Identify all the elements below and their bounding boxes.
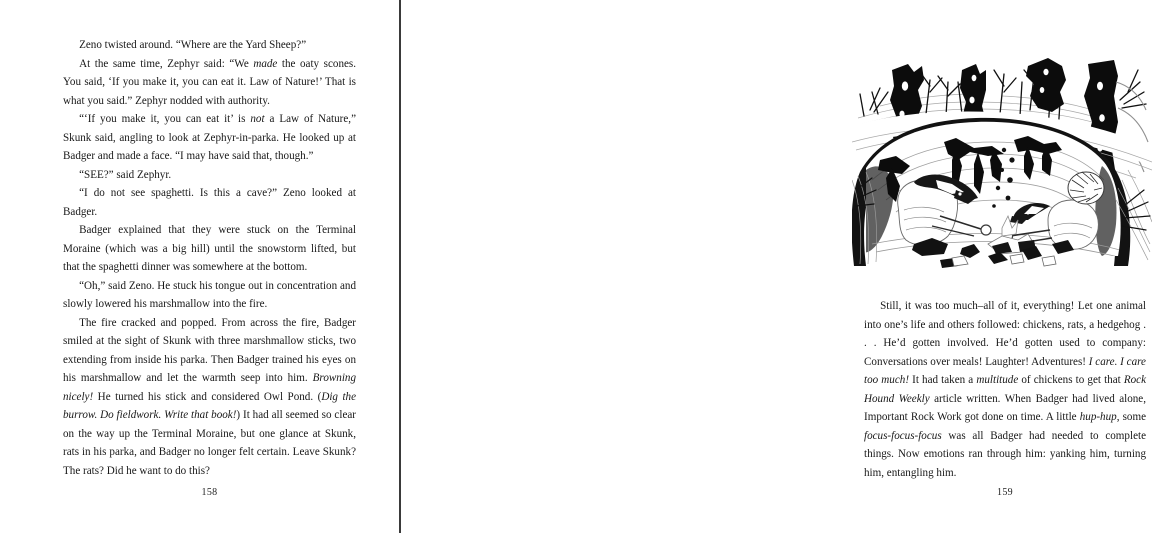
right-page-body-text	[864, 297, 1146, 482]
text-run: , some	[1116, 411, 1146, 423]
text-run: Badger explained that they were stuck on the Terminal Moraine (which was a big hill) until the snowstorm lifted, but that the spaghetti dinner was somewhere at the bottom.	[63, 224, 356, 273]
text-run: “I do not see spaghetti. Is this a cave?” Zeno looked at Badger.	[63, 187, 356, 218]
right-page-paragraph	[864, 297, 1146, 482]
illustration-artwork	[852, 58, 1152, 276]
text-run: He turned his stick and considered Owl Pond. (	[93, 390, 322, 403]
text-run: “SEE?” said Zephyr.	[79, 168, 172, 181]
italic-run: I care. I care too much!	[864, 355, 1146, 386]
left-page-paragraph	[63, 36, 356, 55]
left-page-paragraph	[63, 277, 356, 314]
text-run: ) It had all seemed so clear on the way up the Terminal Moraine, but one glance at Skunk, rats in his parka, and Badger no longer felt certain. Leave Skunk? The rats? Did he want to do this?	[63, 409, 356, 477]
italic-run: focus-focus-focus	[864, 429, 942, 442]
text-run: Zeno twisted around. “Where are the Yard Sheep?”	[79, 39, 307, 51]
text-run: Still, it was too much–all of it, everything! Let one animal into one’s life and others followed: chickens, rats, a hedgehog . . . He’d gotten involved. He’d gotten used to company: Conversations over meals! Laughter! Adventures!	[864, 300, 1146, 368]
right-page-folio: 159	[997, 487, 1013, 498]
italic-run: hup-hup	[1079, 411, 1117, 423]
text-run: article written. When Badger had lived alone, Important Rock Work got done on time. A little	[864, 392, 1146, 423]
left-page-paragraph	[63, 221, 356, 277]
left-page-paragraph	[63, 55, 356, 111]
text-run: the oaty scones. You said, ‘If you make it, you can eat it. Law of Nature!’ That is what you said.” Zephyr nodded with authority.	[63, 57, 357, 107]
italic-run: Dig the burrow. Do fieldwork. Write that book!	[63, 390, 357, 421]
left-page-paragraph	[63, 314, 356, 481]
book-gutter	[399, 0, 401, 533]
cave-campfire-illustration	[852, 30, 1152, 278]
italic-run: Browning nicely!	[63, 372, 356, 403]
text-run: “‘If you make it, you can eat it’ is	[79, 113, 251, 125]
left-page	[0, 0, 400, 533]
text-run: of chickens to get that	[1018, 374, 1124, 386]
left-page-body-text	[63, 36, 356, 480]
left-page-paragraph	[63, 184, 356, 221]
left-page-paragraph	[63, 110, 356, 166]
italic-run: Rock Hound Weekly	[864, 374, 1146, 405]
text-run: The fire cracked and popped. From across the fire, Badger smiled at the sight of Skunk with three marshmallow sticks, two extending from inside his parka. Then Badger trained his eyes on his marshmallow and let the warmth seep into him.	[63, 316, 356, 384]
italic-run: made	[253, 57, 278, 70]
italic-run: multitude	[976, 374, 1019, 386]
text-run: It had taken a	[909, 374, 977, 386]
right-page	[400, 0, 1146, 533]
left-page-paragraph	[63, 166, 356, 185]
italic-run: not	[250, 113, 265, 125]
text-run: a Law of Nature,” Skunk said, angling to look at Zephyr-in-parka. He looked up at Badger and made a face. “I may have said that, though.”	[63, 113, 356, 162]
text-run: “Oh,” said Zeno. He stuck his tongue out in concentration and slowly lowered his marshmallow into the fire.	[63, 279, 356, 310]
text-run: At the same time, Zephyr said: “We	[79, 57, 254, 70]
left-page-folio: 158	[201, 487, 218, 498]
text-run: was all Badger had needed to complete things. Now emotions ran through him: yanking him, turning him, entangling him.	[864, 429, 1146, 479]
hedgehog	[1068, 172, 1104, 204]
